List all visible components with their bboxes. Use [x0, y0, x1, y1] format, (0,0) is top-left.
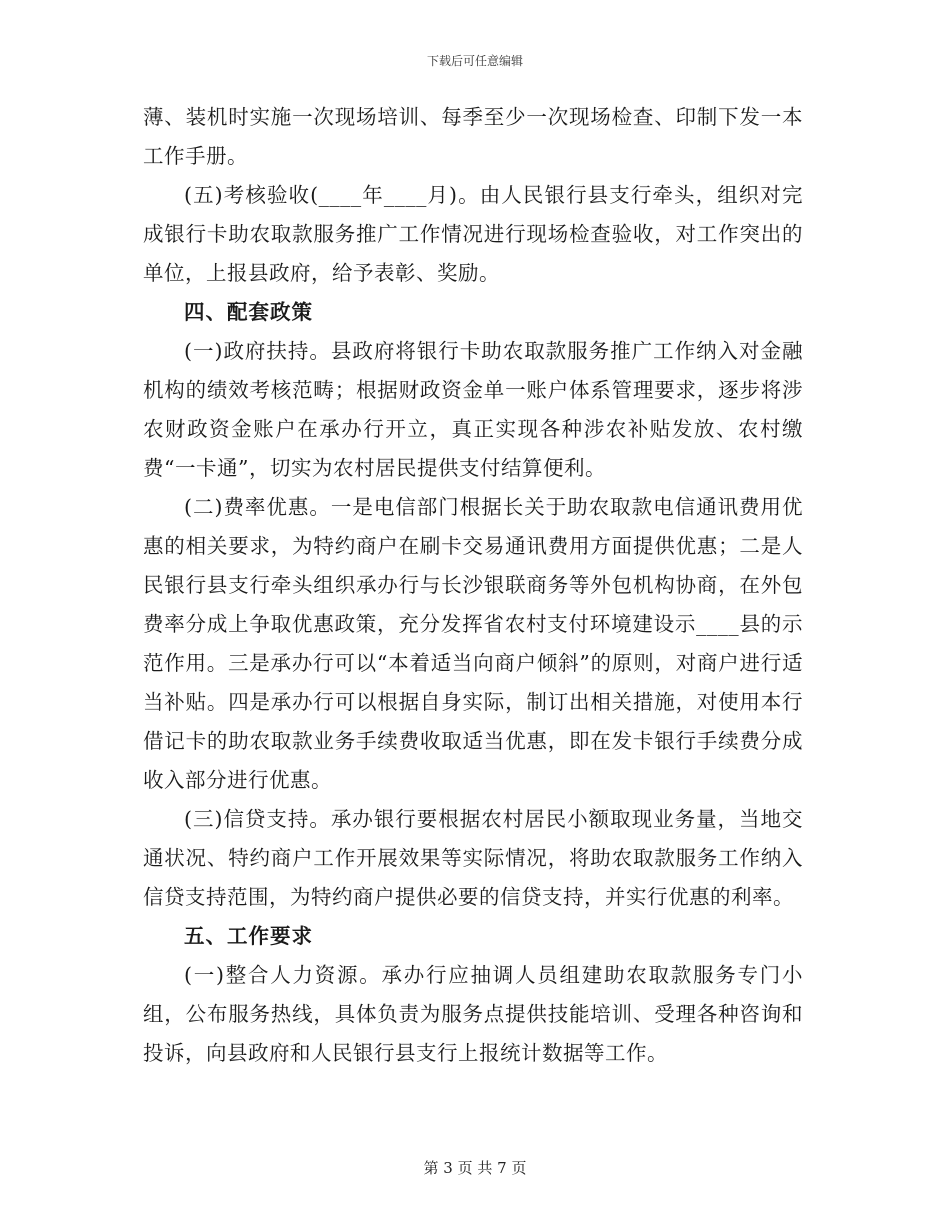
page-footer: 第 3 页 共 7 页	[423, 1159, 527, 1177]
section-heading-policies: 四、配套政策	[184, 300, 313, 324]
paragraph-credit-support: (三)信贷支持。承办银行要根据农村居民小额取现业务量，当地交通状况、特约商户工作开展效果等实际情况，将助农取款服务工作纳入信贷支持范围，为特约商户提供必要的信贷支持，并实行优惠的利率。	[143, 807, 803, 909]
document-body	[143, 98, 803, 1073]
paragraph-continuation: 薄、装机时实施一次现场培训、每季至少一次现场检查、印制下发一本工作手册。	[143, 105, 803, 168]
paragraph-human-resources: (一)整合人力资源。承办行应抽调人员组建助农取款服务专门小组，公布服务热线，具体负责为服务点提供技能培训、受理各种咨询和投诉，向县政府和人民银行县支行上报统计数据等工作。	[143, 963, 803, 1065]
paragraph-assessment: (五)考核验收(____年____月)。由人民银行县支行牵头，组织对完成银行卡助农取款服务推广工作情况进行现场检查验收，对工作突出的单位，上报县政府，给予表彰、奖励。	[143, 183, 803, 285]
page-header: 下载后可任意编辑	[426, 54, 523, 68]
section-heading-requirements: 五、工作要求	[184, 924, 313, 948]
paragraph-government-support: (一)政府扶持。县政府将银行卡助农取款服务推广工作纳入对金融机构的绩效考核范畴；根据财政资金单一账户体系管理要求，逐步将涉农财政资金账户在承办行开立，真正实现各种涉农补贴发放、农村缴费“一卡通”，切实为农村居民提供支付结算便利。	[143, 339, 803, 480]
paragraph-fee-discount: (二)费率优惠。一是电信部门根据长关于助农取款电信通讯费用优惠的相关要求，为特约商户在刷卡交易通讯费用方面提供优惠；二是人民银行县支行牵头组织承办行与长沙银联商务等外包机构协商，在外包费率分成上争取优惠政策，充分发挥省农村支付环境建设示____县的示范作用。三是承办行可以“本着适当向商户倾斜”的原则，对商户进行适当补贴。四是承办行可以根据自身实际，制订出相关措施，对使用本行借记卡的助农取款业务手续费收取适当优惠，即在发卡银行手续费分成收入部分进行优惠。	[143, 495, 803, 792]
